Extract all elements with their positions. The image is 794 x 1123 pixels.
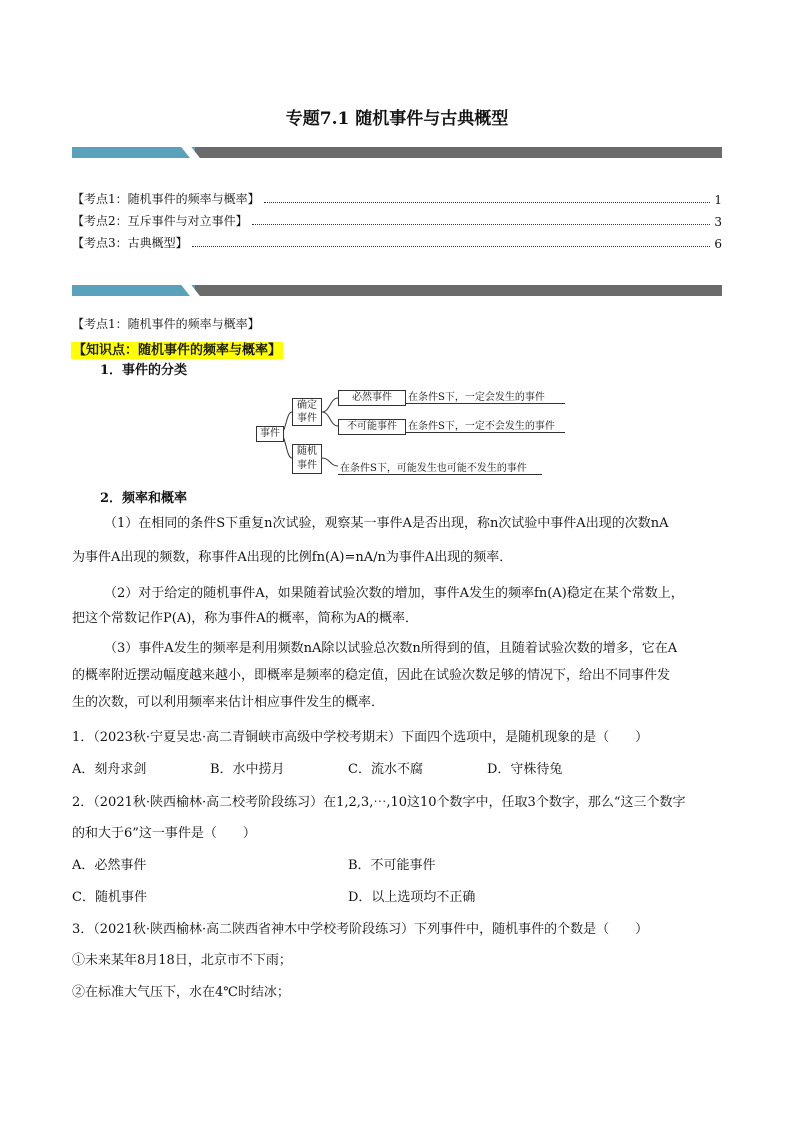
certain-event-box: 必然事件 xyxy=(338,390,406,406)
toc-entry[interactable] xyxy=(72,235,722,251)
heading-frequency-probability: 2．频率和概率 xyxy=(100,491,188,506)
q1-option-c[interactable]: C．流水不腐 xyxy=(348,762,423,777)
question-2-line-2: 的和大于6”这一事件是（ ） xyxy=(72,826,256,841)
q2-option-b[interactable]: B．不可能事件 xyxy=(348,858,436,873)
heading-event-classification: 1．事件的分类 xyxy=(100,363,188,378)
paragraph-1-line-1: （1）在相同的条件S下重复n次试验，观察某一事件A是否出现，称n次试验中事件A出现的次数nA xyxy=(104,516,669,531)
toc-entry[interactable] xyxy=(72,191,722,207)
paragraph-3-line-2: 的概率附近摆动幅度越来越小，即概率是频率的稳定值，因此在试验次数足够的情况下，给出不同事件发 xyxy=(72,668,671,683)
page-title: 专题7.1 随机事件与古典概型 xyxy=(285,109,509,129)
question-1: 1．（2023秋·宁夏吴忠·高二青铜峡市高级中学校考期末）下面四个选项中，是随机现象的是（ ） xyxy=(72,730,649,745)
knowledge-tag: 【知识点：随机事件的频率与概率】 xyxy=(73,343,282,358)
q3-item-1: ①未来某年8月18日，北京市不下雨； xyxy=(72,953,292,968)
section-band xyxy=(72,285,722,296)
section-heading: 【考点1：随机事件的频率与概率】 xyxy=(72,317,260,331)
q2-option-a[interactable]: A．必然事件 xyxy=(72,858,147,873)
q2-option-c[interactable]: C．随机事件 xyxy=(72,890,147,905)
header-band xyxy=(72,147,722,158)
certain-event-description: 在条件S下，一定会发生的事件 xyxy=(406,388,565,404)
toc-label: 【考点2：互斥事件与对立事件】 xyxy=(72,214,248,228)
toc-leader xyxy=(264,202,711,203)
toc-page: 6 xyxy=(714,237,722,251)
q1-option-a[interactable]: A．刻舟求剑 xyxy=(72,762,147,777)
q1-option-b[interactable]: B．水中捞月 xyxy=(210,762,285,777)
paragraph-2-line-2: 把这个常数记作P(A)，称为事件A的概率，简称为A的概率． xyxy=(72,611,419,626)
toc-entry[interactable] xyxy=(72,213,722,229)
paragraph-3-line-1: （3）事件A发生的频率是利用频数nA除以试验总次数n所得到的值，且随着试验次数的增多，它在A xyxy=(104,641,678,656)
definite-event-box: 确定事件 xyxy=(292,398,322,426)
question-2-line-1: 2．（2021秋·陕西榆林·高二校考阶段练习）在1,2,3,⋯,10这10个数字中，任取3个数字，那么“这三个数字 xyxy=(72,795,686,810)
q2-option-d[interactable]: D．以上选项均不正确 xyxy=(348,890,476,905)
paragraph-1-line-2: 为事件A出现的频数，称事件A出现的比例fn(A)=nA/n为事件A出现的频率． xyxy=(72,550,513,565)
random-event-description: 在条件S下，可能发生也可能不发生的事件 xyxy=(338,459,542,475)
event-root-box: 事件 xyxy=(256,426,284,442)
toc-page: 1 xyxy=(714,193,722,207)
question-3: 3．（2021秋·陕西榆林·高二陕西省神木中学校考阶段练习）下列事件中，随机事件的个数是（ ） xyxy=(72,922,649,937)
impossible-event-box: 不可能事件 xyxy=(338,419,406,435)
paragraph-3-line-3: 生的次数，可以利用频率来估计相应事件发生的概率． xyxy=(72,695,385,710)
toc-label: 【考点3：古典概型】 xyxy=(72,236,188,250)
toc-label: 【考点1：随机事件的频率与概率】 xyxy=(72,192,260,206)
impossible-event-description: 在条件S下，一定不会发生的事件 xyxy=(406,417,565,433)
random-event-box: 随机事件 xyxy=(292,444,322,474)
toc-leader xyxy=(252,224,711,225)
q3-item-2: ②在标准大气压下，水在4℃时结冰； xyxy=(72,985,290,1000)
q1-option-d[interactable]: D．守株待兔 xyxy=(487,762,563,777)
toc-page: 3 xyxy=(714,215,722,229)
toc-leader xyxy=(192,246,711,247)
paragraph-2-line-1: （2）对于给定的随机事件A，如果随着试验次数的增加，事件A发生的频率fn(A)稳定在某个常数上， xyxy=(104,586,684,601)
